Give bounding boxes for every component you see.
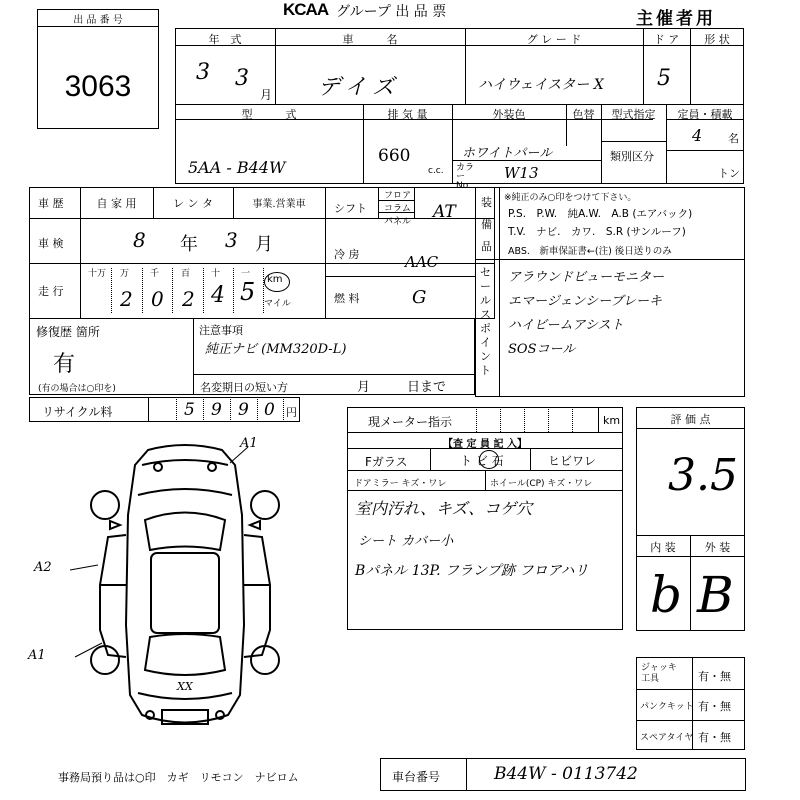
fuel-label: 燃 料 — [334, 292, 360, 305]
meter-label: 現メーター指示 — [368, 415, 453, 429]
marker-a1-top: A1 — [240, 436, 258, 451]
sale-points-label: セールスポイント — [480, 266, 491, 377]
spare-label: スペアタイヤ — [640, 733, 694, 743]
crack-label: ヒビワレ — [548, 454, 597, 468]
model-designation-label: 型式指定 — [611, 108, 656, 121]
puncture-yes-no: 有・無 — [698, 700, 731, 713]
capacity-unit: 名 — [728, 132, 739, 145]
car-name-value: デイズ — [318, 75, 401, 100]
shape-label: 形 状 — [704, 33, 730, 46]
repair-value: 有 — [53, 352, 76, 377]
mileage-digit-10k: 2 — [120, 287, 133, 311]
exterior-color-label: 外装色 — [492, 108, 526, 121]
unit-1k: 千 — [150, 269, 160, 279]
inspection-label: 車 検 — [38, 237, 64, 250]
meter-km: km — [603, 414, 621, 427]
car-damage-diagram — [30, 425, 340, 755]
mileage-digit-1: 5 — [240, 278, 256, 306]
unit-100k: 十万 — [88, 269, 107, 279]
interior-value: b — [650, 566, 683, 624]
grade-label: グ レ ー ド — [526, 33, 582, 46]
expiry-day: 日まで — [407, 380, 447, 395]
equipment-line2: T.V. ナビ. カワ. S.R (サンルーフ) — [508, 226, 686, 238]
shift-value: AT — [433, 202, 456, 222]
interior-label: 内 装 — [650, 541, 676, 554]
jack-label: ジャッキ 工具 — [641, 663, 677, 684]
capacity-value: 4 — [692, 126, 703, 145]
color-no-label: カラー No. — [456, 163, 475, 191]
recycle-digit-4: 0 — [264, 400, 275, 420]
sale-point-4: SOSコール — [508, 342, 576, 357]
month-suffix: 月 — [260, 88, 273, 102]
lot-number: 3063 — [64, 70, 132, 103]
org-logo: KCAA — [283, 0, 329, 19]
unit-10: 十 — [211, 269, 221, 279]
inspection-year-unit: 年 — [180, 234, 198, 255]
recycle-digit-1: 5 — [184, 400, 195, 420]
door-label: ド ア — [653, 33, 680, 46]
form-title: グループ 出 品 票 — [336, 4, 447, 20]
repair-note: (有の場合は○印を) — [38, 384, 116, 394]
grade-value: ハイウェイスター X — [478, 77, 604, 93]
notes-value: 純正ナビ (MM320D-L) — [205, 342, 347, 357]
recycle-label: リサイクル料 — [42, 405, 113, 419]
year-value: 3 — [196, 60, 210, 85]
mileage-digit-1k: 0 — [151, 287, 164, 311]
remark-2: シート カバー小 — [358, 534, 454, 549]
remark-1: 室内汚れ、キズ、コゲ穴 — [355, 499, 533, 518]
glass-label: Fガラス — [365, 455, 408, 469]
inspection-month-unit: 月 — [255, 234, 273, 255]
repair-label: 修復歴 箇所 — [36, 325, 100, 339]
displacement-label: 排 気 量 — [387, 108, 428, 121]
ton-unit: トン — [718, 167, 740, 180]
grade-label-box: 評 価 点 — [670, 413, 711, 426]
history-option-business: 事業.営業車 — [252, 199, 306, 210]
sale-point-2: エマージェンシーブレーキ — [508, 294, 662, 309]
lot-label: 出 品 番 号 — [73, 15, 123, 26]
remark-3: Bパネル 13P. フランプ跡 フロアハリ — [355, 563, 589, 579]
shift-opt-column: コラム — [384, 204, 411, 214]
lot-number-box — [37, 9, 159, 129]
ac-label: 冷 房 — [334, 248, 360, 261]
equipment-label: 装 備 品 — [481, 196, 492, 253]
mileage-label: 走 行 — [38, 285, 64, 298]
door-value: 5 — [657, 66, 671, 91]
host-label: 主催者用 — [636, 9, 716, 29]
inspection-month: 3 — [225, 228, 238, 252]
equipment-line1: P.S. P.W. 純A.W. A.B (エアバック) — [508, 208, 693, 220]
spare-yes-no: 有・無 — [698, 731, 731, 744]
history-label: 車 歴 — [38, 197, 64, 210]
mirror-label: ドアミラー キズ・ワレ — [354, 479, 447, 489]
expiry-month: 月 — [357, 380, 371, 395]
marker-a2-left: A2 — [34, 560, 52, 575]
expiry-label: 名変期日の短い方 — [200, 381, 288, 394]
displacement-value: 660 — [378, 146, 411, 166]
diagram-note: XX — [177, 680, 193, 693]
equipment-line3: ABS. 新車保証書←(注) 後日送りのみ — [508, 246, 672, 257]
exterior-color-value: ホワイトパール — [462, 146, 553, 161]
model-label: 型 式 — [241, 108, 297, 121]
inspector-label: 【査 定 員 記 入】 — [443, 439, 527, 450]
recycle-digit-3: 9 — [238, 400, 249, 420]
notes-label: 注意事項 — [199, 324, 243, 337]
mileage-digit-10: 4 — [211, 283, 225, 308]
shift-label: シフト — [334, 202, 367, 215]
exterior-label: 外 装 — [704, 541, 731, 554]
model-value: 5AA - B44W — [188, 158, 286, 177]
mile-label: マイル — [264, 299, 291, 309]
year-label: 年 式 — [208, 33, 242, 46]
chassis-value: B44W - 0113742 — [494, 764, 638, 784]
glass-circle — [479, 450, 499, 469]
shift-opt-panel: パネル — [384, 217, 412, 227]
puncture-label: パンクキット — [640, 702, 694, 712]
capacity-label: 定員・積載 — [677, 108, 733, 121]
history-option-rental: レ ン タ — [173, 197, 213, 210]
shift-opt-floor: フロア — [384, 191, 412, 201]
recycle-yen: 円 — [286, 406, 297, 419]
glass-options: ト ビ 石 — [460, 454, 504, 468]
grade-value-box: 3.5 — [668, 450, 738, 501]
history-option-private: 自 家 用 — [96, 197, 137, 210]
recycle-digit-2: 9 — [211, 400, 222, 420]
unit-1: 一 — [241, 269, 251, 279]
color-change-label: 色替 — [572, 108, 595, 121]
color-no-value: W13 — [504, 164, 539, 182]
mileage-digit-100: 2 — [182, 287, 195, 311]
unit-100: 百 — [181, 269, 191, 279]
sale-point-3: ハイビームアシスト — [508, 318, 624, 333]
equipment-note: ※純正のみ○印をつけて下さい。 — [504, 193, 637, 203]
km-label: km — [267, 274, 283, 285]
ac-value: AAC — [405, 253, 439, 271]
category-label: 類別区分 — [610, 150, 654, 163]
cc-unit: c.c. — [428, 166, 444, 176]
car-name-label: 車 名 — [342, 33, 398, 46]
unit-10k: 万 — [120, 269, 130, 279]
marker-a1-left: A1 — [28, 648, 46, 663]
wheel-label: ホイール(CP) キズ・ワレ — [490, 479, 593, 489]
month-value: 3 — [235, 66, 249, 91]
jack-yes-no: 有・無 — [698, 670, 731, 683]
inspection-year: 8 — [133, 228, 146, 252]
sale-point-1: アラウンドビューモニター — [508, 270, 665, 285]
exterior-value: B — [697, 566, 734, 624]
office-note: 事務局預り品は○印 カギ リモコン ナビロム — [58, 771, 299, 784]
fuel-value: G — [412, 287, 427, 308]
chassis-label: 車台番号 — [392, 770, 441, 784]
